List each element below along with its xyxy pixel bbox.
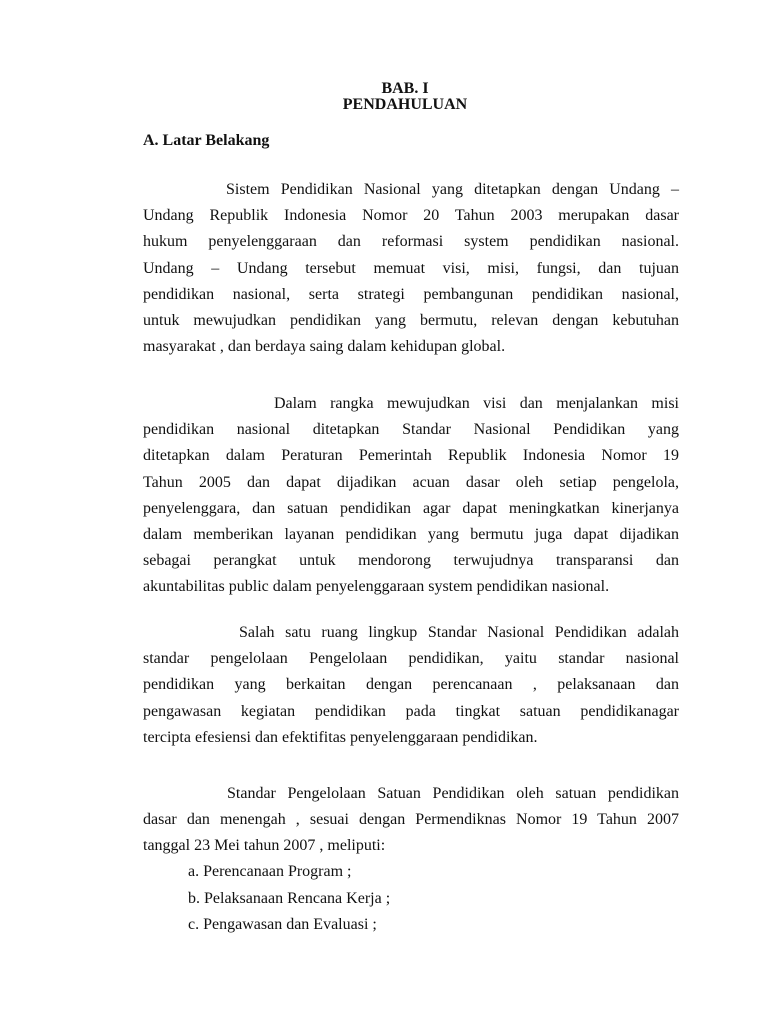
paragraph-line: pendidikan nasional, serta strategi pembangunan pendidikan nasional, [143, 285, 679, 303]
paragraph-line: penyelenggara, dan satuan pendidikan agar dapat meningkatkan kinerjanya [143, 499, 679, 517]
paragraph-line: hukum penyelenggaraan dan reformasi system pendidikan nasional. [143, 233, 679, 251]
scope-list [188, 859, 390, 939]
section-heading: A. Latar Belakang [143, 132, 270, 149]
paragraph-line: masyarakat , dan berdaya saing dalam kehidupan global. [143, 338, 506, 356]
paragraph-3 [143, 620, 679, 751]
paragraph-line: ditetapkan dalam Peraturan Pemerintah Republik Indonesia Nomor 19 [143, 447, 679, 465]
chapter-number: BAB. I [381, 80, 429, 97]
paragraph-line: tercipta efesiensi dan efektifitas penyelenggaraan pendidikan. [143, 728, 538, 746]
paragraph-line: pendidikan nasional ditetapkan Standar Nasional Pendidikan yang [143, 421, 679, 439]
paragraph-2 [143, 391, 679, 601]
paragraph-line: untuk mewujudkan pendidikan yang bermutu, relevan dengan kebutuhan [143, 312, 679, 330]
chapter-title: PENDAHULUAN [342, 96, 468, 113]
paragraph-line: pendidikan yang berkaitan dengan perencanaan , pelaksanaan dan [143, 676, 679, 694]
paragraph-line: Salah satu ruang lingkup Standar Nasional Pendidikan adalah [239, 624, 679, 641]
paragraph-line: akuntabilitas public dalam penyelenggaraan system pendidikan nasional. [143, 578, 610, 596]
paragraph-line: pengawasan kegiatan pendidikan pada tingkat satuan pendidikanagar [143, 702, 679, 720]
paragraph-line: standar pengelolaan Pengelolaan pendidikan, yaitu standar nasional [143, 650, 679, 668]
paragraph-line: Standar Pengelolaan Satuan Pendidikan oleh satuan pendidikan [227, 785, 679, 802]
list-item: c. Pengawasan dan Evaluasi ; [188, 916, 377, 933]
list-item: b. Pelaksanaan Rencana Kerja ; [188, 889, 391, 907]
paragraph-1 [143, 177, 679, 360]
paragraph-line: Undang Republik Indonesia Nomor 20 Tahun 2003 merupakan dasar [143, 207, 679, 225]
paragraph-line: dalam memberikan layanan pendidikan yang bermutu juga dapat dijadikan [143, 526, 679, 544]
list-item: a. Perencanaan Program ; [188, 863, 352, 880]
paragraph-line: Sistem Pendidikan Nasional yang ditetapkan dengan Undang – [226, 181, 679, 198]
paragraph-4 [143, 781, 679, 860]
paragraph-line: dasar dan menengah , sesuai dengan Permendiknas Nomor 19 Tahun 2007 [143, 811, 679, 829]
paragraph-line: Tahun 2005 dan dapat dijadikan acuan dasar oleh setiap pengelola, [143, 473, 679, 491]
paragraph-line: Undang – Undang tersebut memuat visi, misi, fungsi, dan tujuan [143, 259, 679, 277]
paragraph-line: sebagai perangkat untuk mendorong terwujudnya transparansi dan [143, 552, 679, 570]
paragraph-line: Dalam rangka mewujudkan visi dan menjalankan misi [274, 395, 679, 412]
paragraph-line: tanggal 23 Mei tahun 2007 , meliputi: [143, 837, 386, 855]
